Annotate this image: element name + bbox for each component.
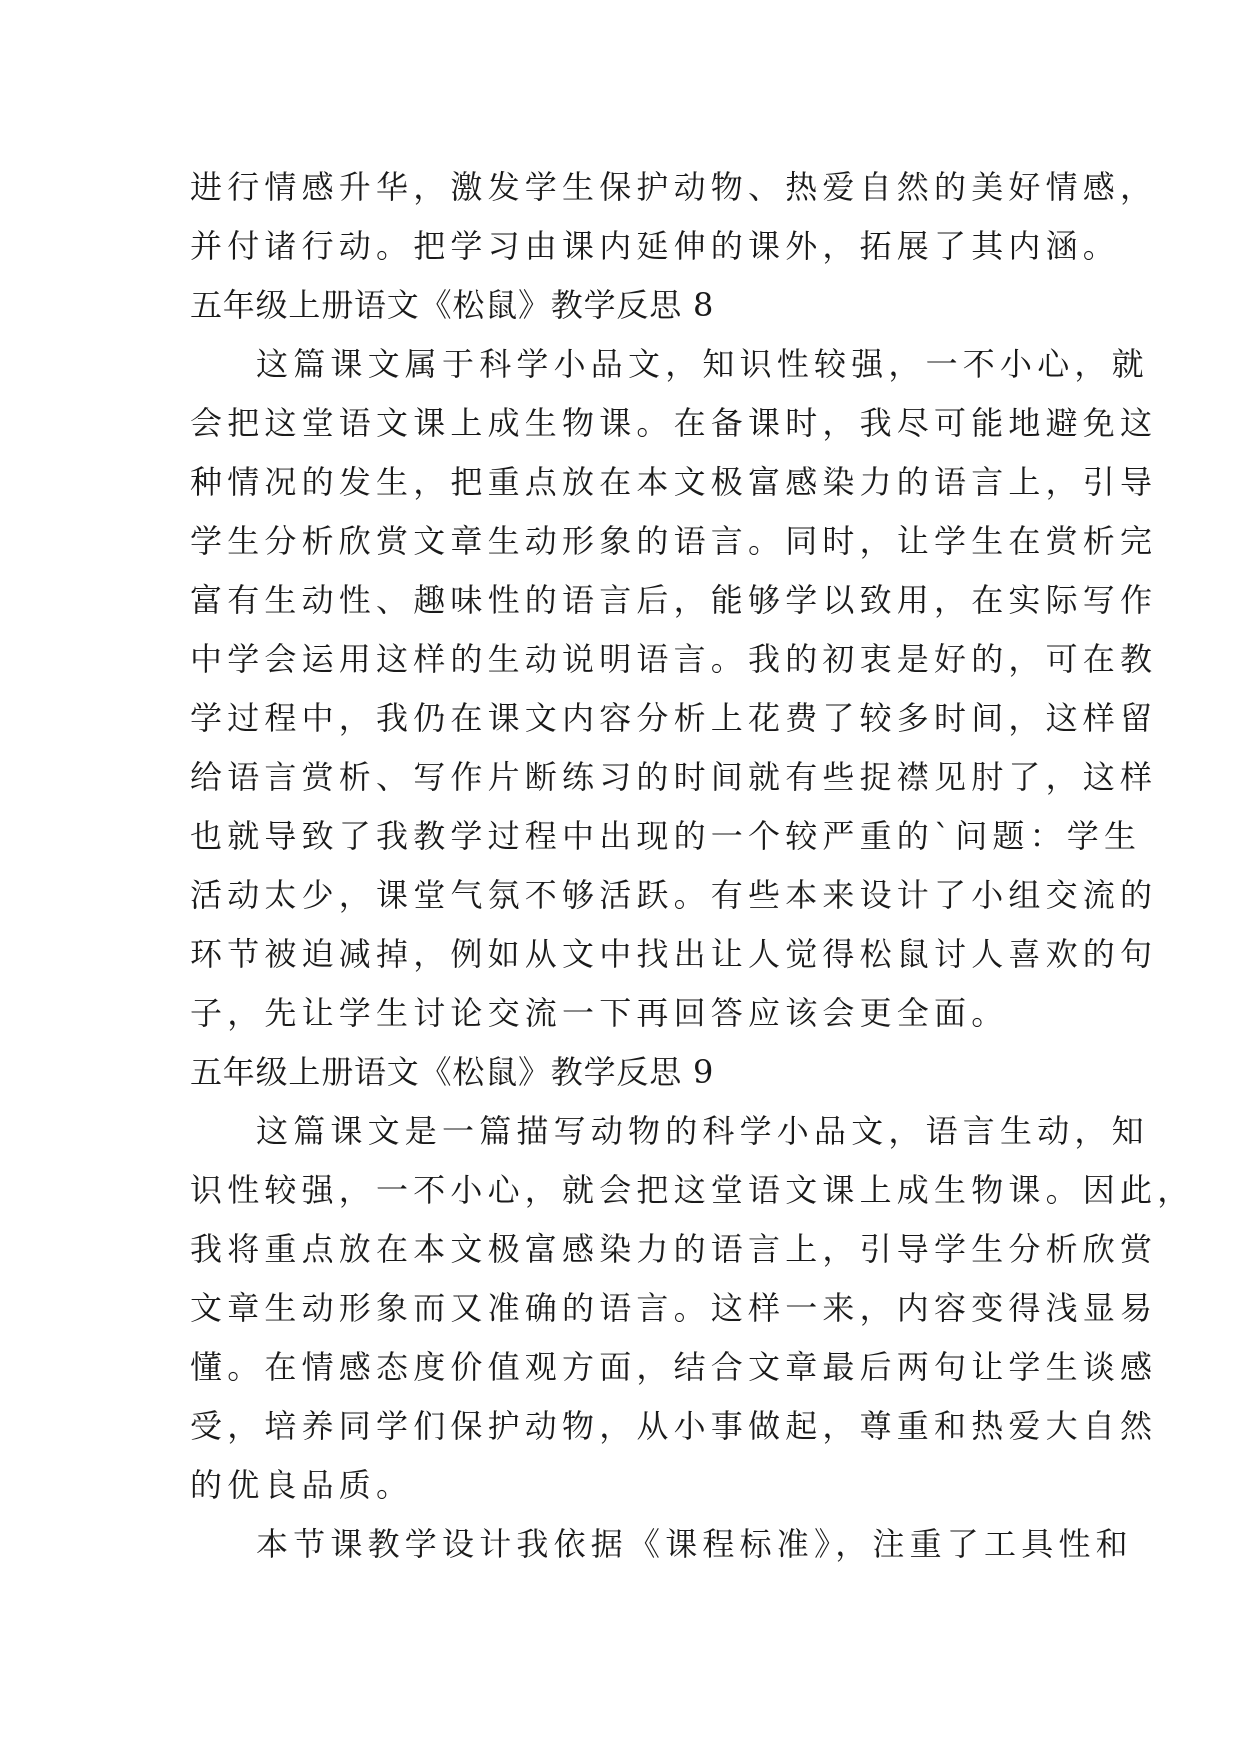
section-heading: 五年级上册语文《松鼠》教学反思 9 xyxy=(190,1053,715,1091)
paragraph-line: 子，先让学生讨论交流一下再回答应该会更全面。 xyxy=(190,994,1009,1032)
paragraph-line: 的优良品质。 xyxy=(190,1466,414,1504)
paragraph-line: 中学会运用这样的生动说明语言。我的初衷是好的，可在教 xyxy=(190,640,1158,678)
paragraph-line: 这篇课文是一篇描写动物的科学小品文，语言生动，知 xyxy=(256,1112,1149,1150)
paragraph-line: 种情况的发生，把重点放在本文极富感染力的语言上，引导 xyxy=(190,463,1158,501)
paragraph-line: 本节课教学设计我依据《课程标准》，注重了工具性和 xyxy=(256,1525,1133,1563)
paragraph-line: 我将重点放在本文极富感染力的语言上，引导学生分析欣赏 xyxy=(190,1230,1158,1268)
paragraph-line: 进行情感升华，激发学生保护动物、热爱自然的美好情感， xyxy=(190,168,1158,206)
section-heading: 五年级上册语文《松鼠》教学反思 8 xyxy=(190,286,715,324)
paragraph-line: 也就导致了我教学过程中出现的一个较严重的`问题：学生 xyxy=(190,817,1142,855)
paragraph-line: 受，培养同学们保护动物，从小事做起，尊重和热爱大自然 xyxy=(190,1407,1158,1445)
paragraph-line: 这篇课文属于科学小品文，知识性较强，一不小心，就 xyxy=(256,345,1149,383)
paragraph-line: 文章生动形象而又准确的语言。这样一来，内容变得浅显易 xyxy=(190,1289,1158,1327)
paragraph-line: 会把这堂语文课上成生物课。在备课时，我尽可能地避免这 xyxy=(190,404,1158,442)
paragraph-line: 学过程中，我仍在课文内容分析上花费了较多时间，这样留 xyxy=(190,699,1158,737)
paragraph-line: 识性较强，一不小心，就会把这堂语文课上成生物课。因此， xyxy=(190,1171,1195,1209)
paragraph-line: 富有生动性、趣味性的语言后，能够学以致用，在实际写作 xyxy=(190,581,1158,619)
paragraph-line: 给语言赏析、写作片断练习的时间就有些捉襟见肘了，这样 xyxy=(190,758,1158,796)
paragraph-line: 环节被迫减掉，例如从文中找出让人觉得松鼠讨人喜欢的句 xyxy=(190,935,1158,973)
paragraph-line: 学生分析欣赏文章生动形象的语言。同时，让学生在赏析完 xyxy=(190,522,1158,560)
paragraph-line: 懂。在情感态度价值观方面，结合文章最后两句让学生谈感 xyxy=(190,1348,1158,1386)
paragraph-line: 活动太少，课堂气氛不够活跃。有些本来设计了小组交流的 xyxy=(190,876,1158,914)
paragraph-line: 并付诸行动。把学习由课内延伸的课外，拓展了其内涵。 xyxy=(190,227,1121,265)
document-body xyxy=(190,158,1195,1574)
